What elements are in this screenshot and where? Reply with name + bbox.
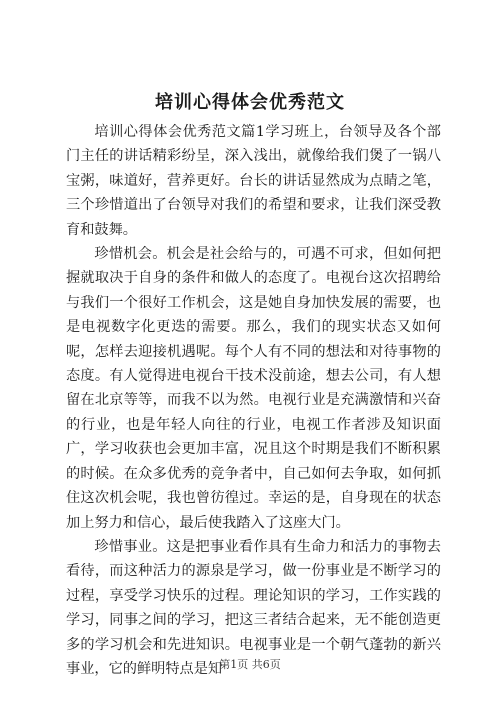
- paragraph-cherish-career: 珍惜事业。这是把事业看作具有生命力和活力的事物去看待，而这种活力的源泉是学习，做一份事业是不断学习的过程，享受学习快乐的过程。理论知识的学习，工作实践的学习，同事之间的学习，把这三者结合起来，无不能创造更多的学习机会和先进知识。电视事业是一个朝气蓬勃的新兴事业，它的鲜明特点是知: [66, 538, 441, 677]
- document-title: 培训心得体会优秀范文: [155, 92, 345, 113]
- page-footer: 第1页 共6页: [219, 658, 281, 671]
- document-body: [66, 120, 441, 681]
- paragraph-intro: 培训心得体会优秀范文篇1学习班上，台领导及各个部门主任的讲话精彩纷呈，深入浅出，就像给我们煲了一锅八宝粥，味道好，营养更好。台长的讲话显然成为点睛之笔，三个珍惜道出了台领导对我们的希望和要求，让我们深受教育和鼓舞。: [66, 124, 441, 238]
- paragraph-cherish-opportunity: 珍惜机会。机会是社会给与的，可遇不可求，但如何把握就取决于自身的条件和做人的态度了。电视台这次招聘给与我们一个很好工作机会，这是她自身加快发展的需要，也是电视数字化更迭的需要。那么，我们的现实状态又如何呢，怎样去迎接机遇呢。每个人有不同的想法和对待事物的态度。有人觉得进电视台干技术没前途，想去公司，有人想留在北京等等，而我不以为然。电视行业是充满激情和兴奋的行业，也是年轻人向往的行业，电视工作者涉及知识面广，学习收获也会更加丰富，况且这个时期是我们不断积累的时候。在众多优秀的竞争者中，自己如何去争取，如何抓住这次机会呢，我也曾彷徨过。幸运的是，自身现在的状态加上努力和信心，最后使我踏入了这座大门。: [66, 246, 441, 531]
